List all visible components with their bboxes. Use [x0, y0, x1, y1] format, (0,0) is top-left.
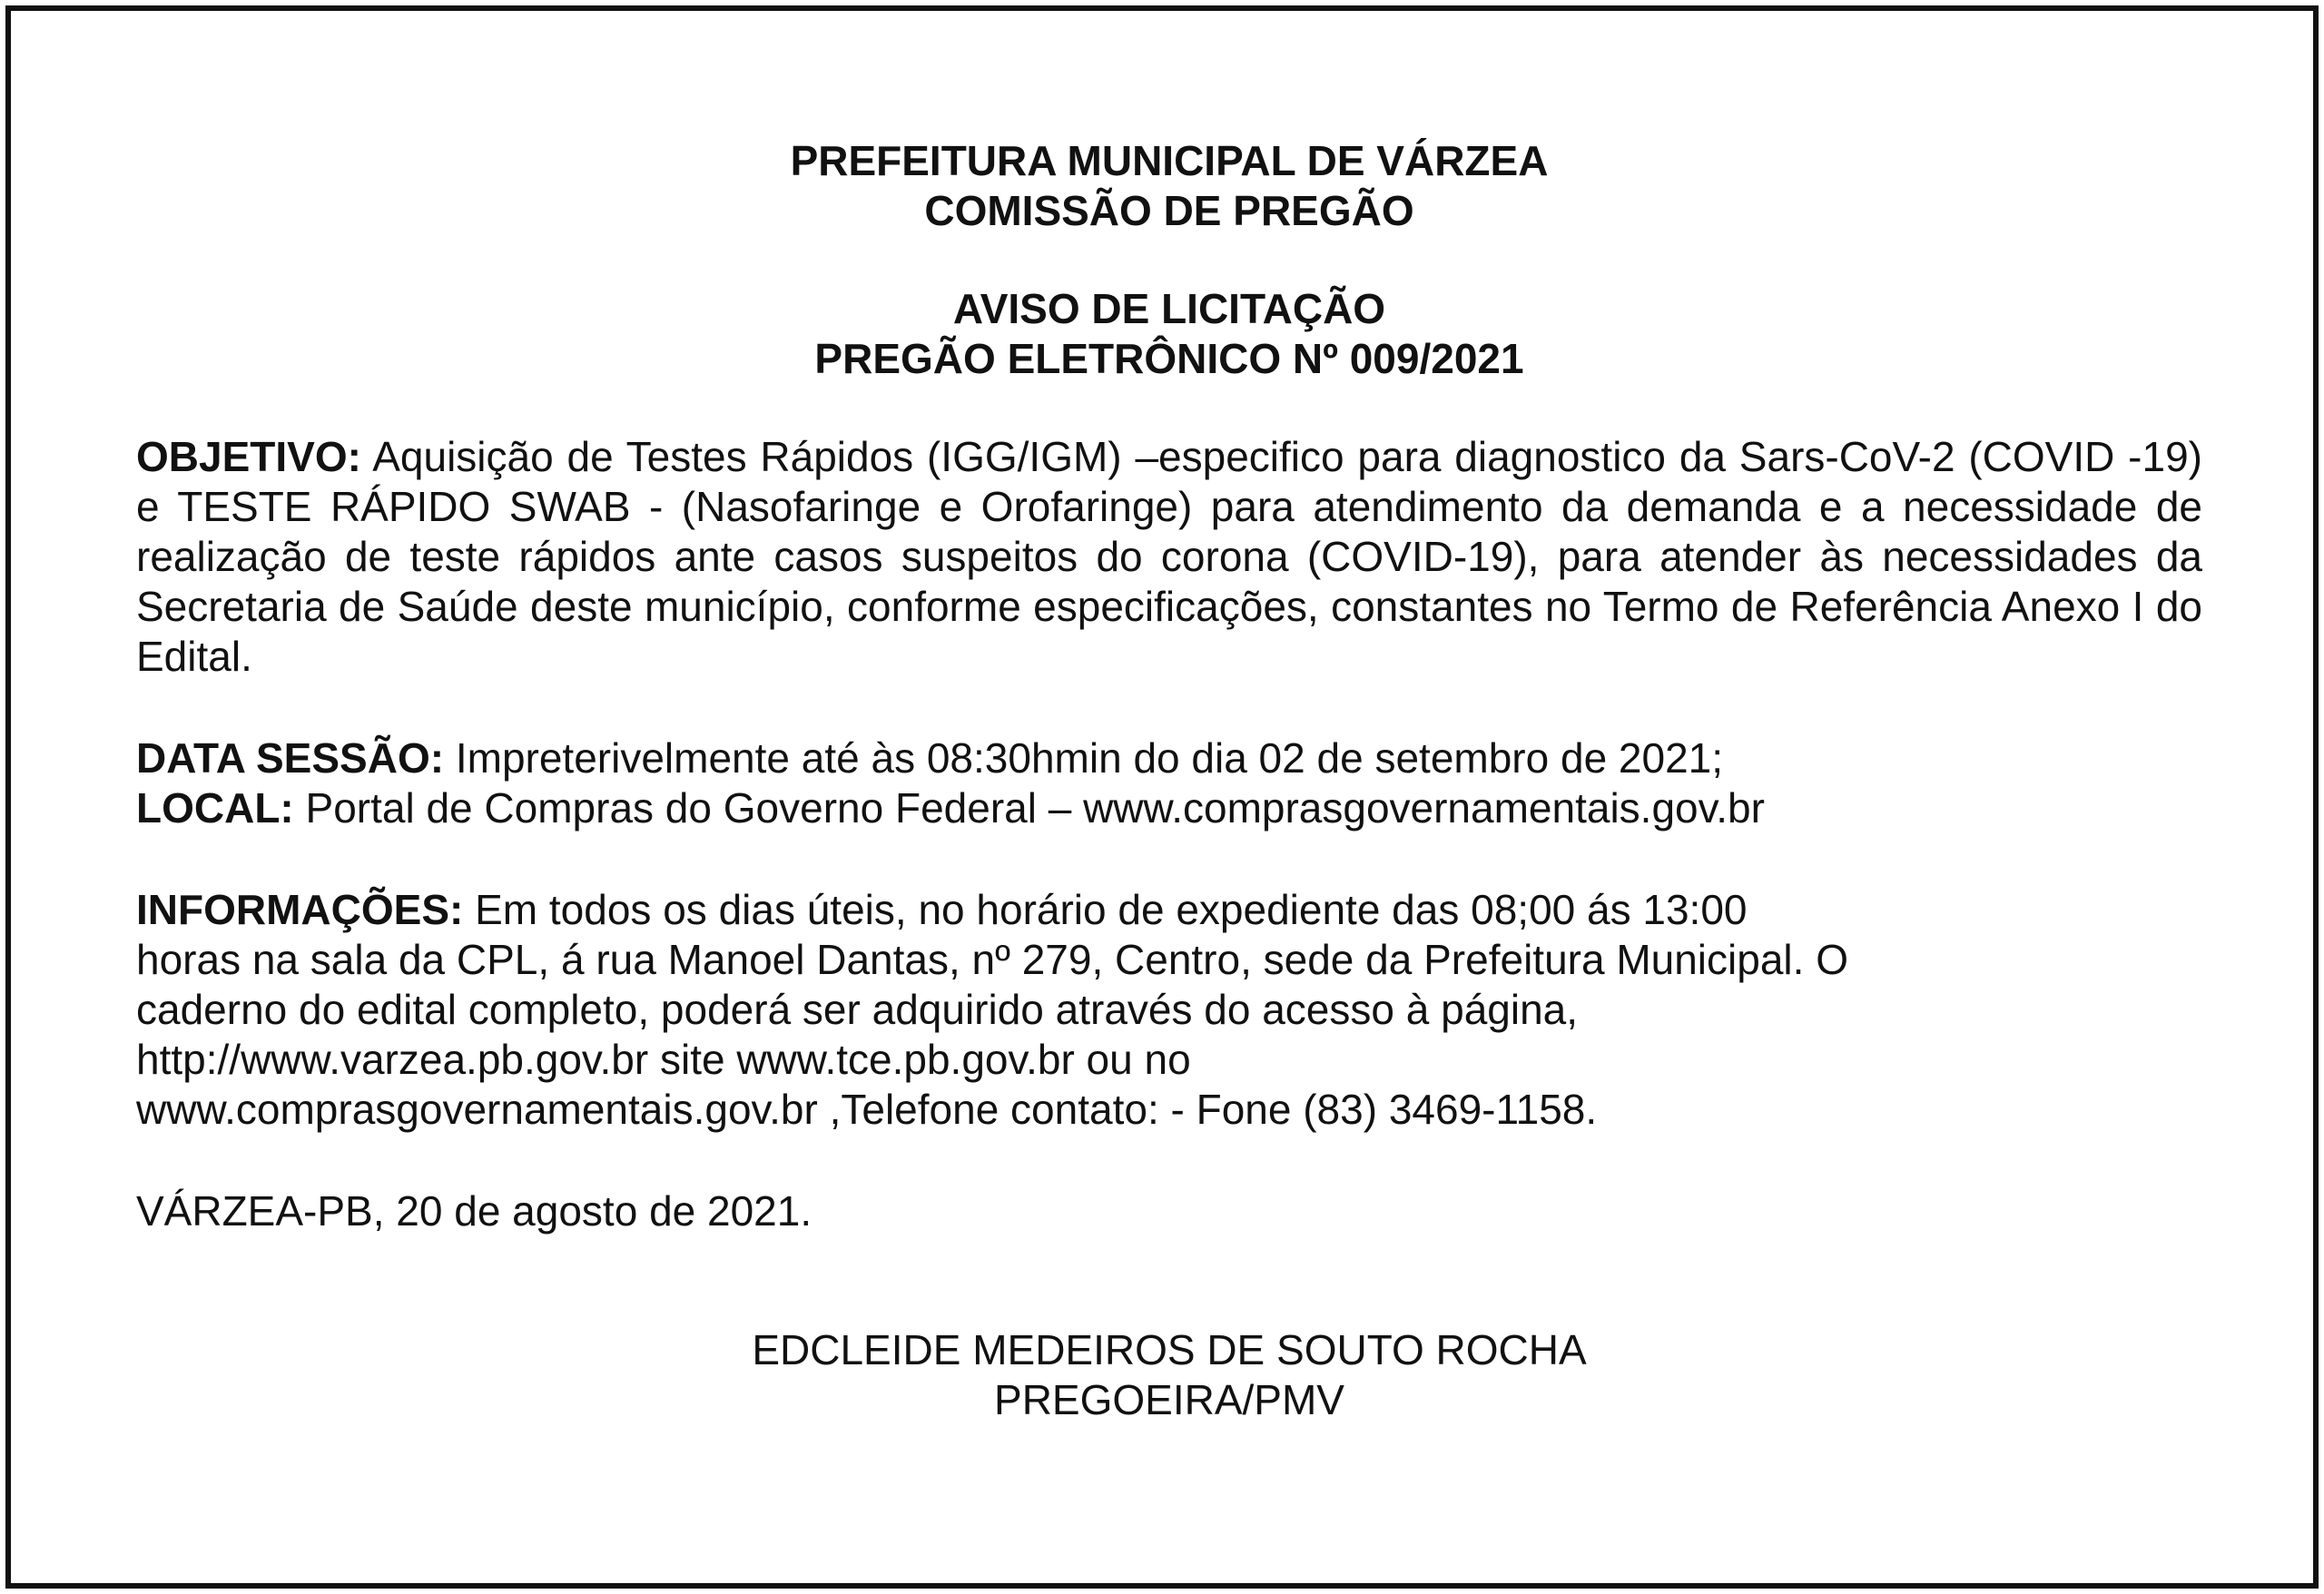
informacoes-block [136, 885, 2202, 1135]
header-comissao: COMISSÃO DE PREGÃO [924, 187, 1414, 234]
header-prefeitura: PREFEITURA MUNICIPAL DE VÁRZEA [790, 137, 1549, 184]
data-sessao-text: Impreterivelmente até às 08:30hmin do dia 02 de setembro de 2021; [455, 734, 1724, 782]
local-text: Portal de Compras do Governo Federal – www.comprasgovernamentais.gov.br [305, 784, 1765, 831]
signature-name: EDCLEIDE MEDEIROS DE SOUTO ROCHA [752, 1326, 1587, 1373]
objetivo-label: OBJETIVO: [136, 433, 361, 480]
document-frame [5, 5, 2319, 1589]
place-date-text: VÁRZEA-PB, 20 de agosto de 2021. [136, 1187, 812, 1235]
header-block [136, 136, 2202, 384]
sessao-block [136, 733, 2202, 833]
objetivo-text: Aquisição de Testes Rápidos (IGG/IGM) –especifico para diagnostico da Sars-CoV-2 (COVID -19) e TESTE RÁPIDO SWAB - (Nasofaringe e Orofaringe) para atendimento da demanda e a necessidade de realização de teste rápidos ante casos suspeitos do corona (COVID-19), para atender às necessidades da Secretaria de Saúde deste município, conforme especificações, constantes no Termo de Referência Anexo I do Edital. [136, 433, 2202, 680]
notice-content [136, 136, 2202, 1425]
header-aviso: AVISO DE LICITAÇÃO [952, 285, 1386, 332]
informacoes-line-5: www.comprasgovernamentais.gov.br ,Telefone contato: - Fone (83) 3469-1158. [136, 1086, 1598, 1133]
local-label: LOCAL: [136, 784, 294, 831]
informacoes-label: INFORMAÇÕES: [136, 886, 464, 933]
data-sessao-label: DATA SESSÃO: [136, 734, 445, 782]
place-date [136, 1186, 2202, 1236]
informacoes-line-2: horas na sala da CPL, á rua Manoel Dantas, nº 279, Centro, sede da Prefeitura Municipal. O [136, 936, 1848, 983]
informacoes-line-3: caderno do edital completo, poderá ser adquirido através do acesso à página, [136, 986, 1579, 1033]
informacoes-line-4: http://www.varzea.pb.gov.br site www.tce.pb.gov.br ou no [136, 1036, 1191, 1083]
informacoes-line-1: Em todos os dias úteis, no horário de expediente das 08;00 ás 13:00 [475, 886, 1748, 933]
objetivo-paragraph [136, 432, 2202, 682]
header-pregao: PREGÃO ELETRÔNICO Nº 009/2021 [814, 335, 1524, 382]
signature-role: PREGOEIRA/PMV [994, 1376, 1344, 1423]
signature-block [136, 1325, 2202, 1425]
